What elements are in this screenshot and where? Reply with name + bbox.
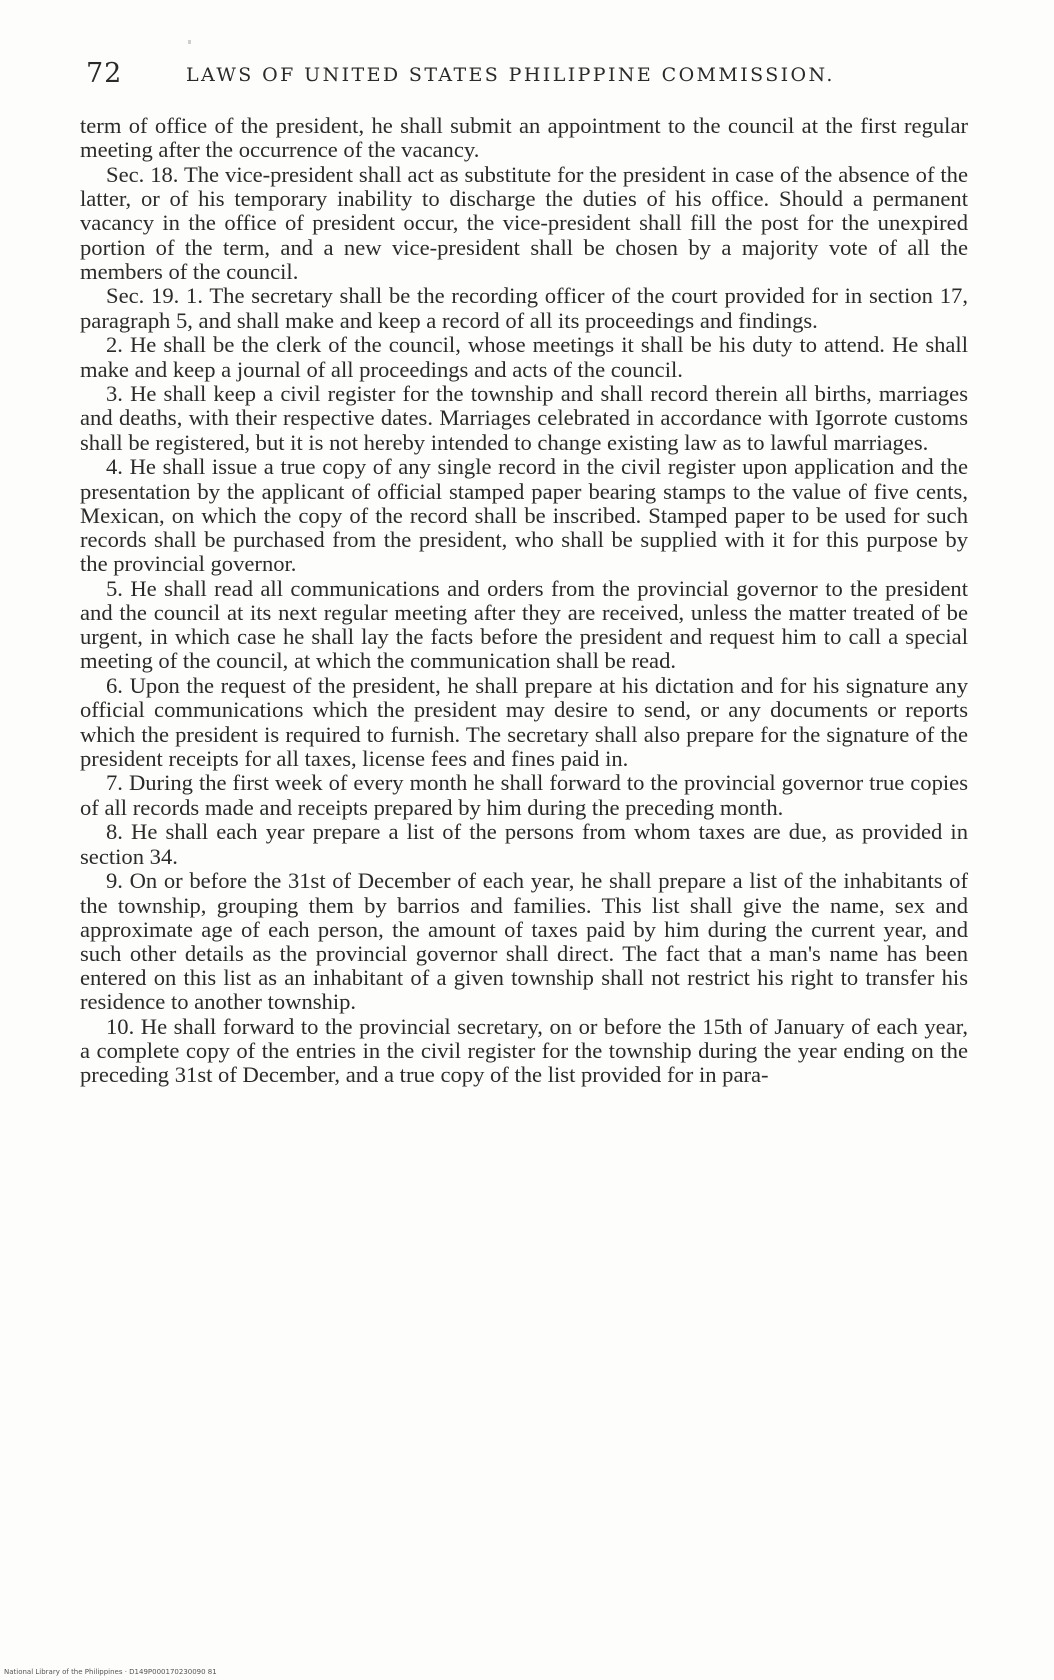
paragraph-6: 6. Upon the request of the president, he shall prepare at his dictation and for his signature any official communications which the president may desire to send, or any documents or reports which the president is required to furnish. The secretary shall also prepare for the signature of the president receipts for all taxes, license fees and fines paid in.: [80, 673, 968, 771]
paragraph-section-19-1: Sec. 19. 1. The secretary shall be the recording officer of the court provided for in section 17, paragraph 5, and shall make and keep a record of all its proceedings and findings.: [80, 283, 968, 333]
body-text: [80, 114, 968, 1088]
paragraph-3: 3. He shall keep a civil register for the township and shall record therein all births, marriages and deaths, with their respective dates. Marriages celebrated in accordance with Igorrote customs shall be registered, but it is not hereby intended to change existing law as to lawful marriages.: [80, 381, 968, 455]
paragraph-4: 4. He shall issue a true copy of any single record in the civil register upon application and the presentation by the applicant of official stamped paper bearing stamps to the value of five cents, Mexican, on which the copy of the record shall be inscribed. Stamped paper to be used for such records shall be purchased from the president, who shall be supplied with it for this purpose by the provincial governor.: [80, 454, 968, 577]
running-head: LAWS OF UNITED STATES PHILIPPINE COMMISSION.: [186, 64, 835, 86]
page-number: 72: [86, 58, 123, 89]
paragraph-section-18: Sec. 18. The vice-president shall act as substitute for the president in case of the absence of the latter, or of his temporary inability to discharge the duties of his office. Should a permanent vacancy in the office of president occur, the vice-president shall fill the post for the unexpired portion of the term, and a new vice-president shall be chosen by a majority vote of all the members of the council.: [80, 161, 968, 284]
paragraph-continuation: term of office of the president, he shall submit an appointment to the council at the first regular meeting after the occurrence of the vacancy.: [80, 113, 968, 163]
paragraph-10: 10. He shall forward to the provincial secretary, on or before the 15th of January of each year, a complete copy of the entries in the civil register for the township during the year ending on the preceding 31st of December, and a true copy of the list provided for in para-: [80, 1014, 968, 1088]
scan-mark: [188, 40, 191, 44]
scan-footer: National Library of the Philippines · D149P000170230090 81: [4, 1668, 217, 1676]
paragraph-5: 5. He shall read all communications and orders from the provincial governor to the president and the council at its next regular meeting after they are received, unless the matter treated of be urgent, in which case he shall lay the facts before the president and request him to call a special meeting of the council, at which the communication shall be read.: [80, 575, 968, 674]
paragraph-8: 8. He shall each year prepare a list of the persons from whom taxes are due, as provided in section 34.: [80, 819, 968, 869]
paragraph-9: 9. On or before the 31st of December of each year, he shall prepare a list of the inhabitants of the township, grouping them by barrios and families. This list shall give the name, sex and approximate age of each person, the amount of taxes paid by him during the current year, and such other details as the provincial governor shall direct. The fact that a man's name has been entered on this list as an inhabitant of a given township shall not restrict his right to transfer his residence to another township.: [80, 868, 968, 1015]
paragraph-2: 2. He shall be the clerk of the council, whose meetings it shall be his duty to attend. He shall make and keep a journal of all proceedings and acts of the council.: [80, 332, 968, 382]
page-header: [86, 56, 966, 96]
paragraph-7: 7. During the first week of every month he shall forward to the provincial governor true copies of all records made and receipts prepared by him during the preceding month.: [80, 770, 968, 820]
